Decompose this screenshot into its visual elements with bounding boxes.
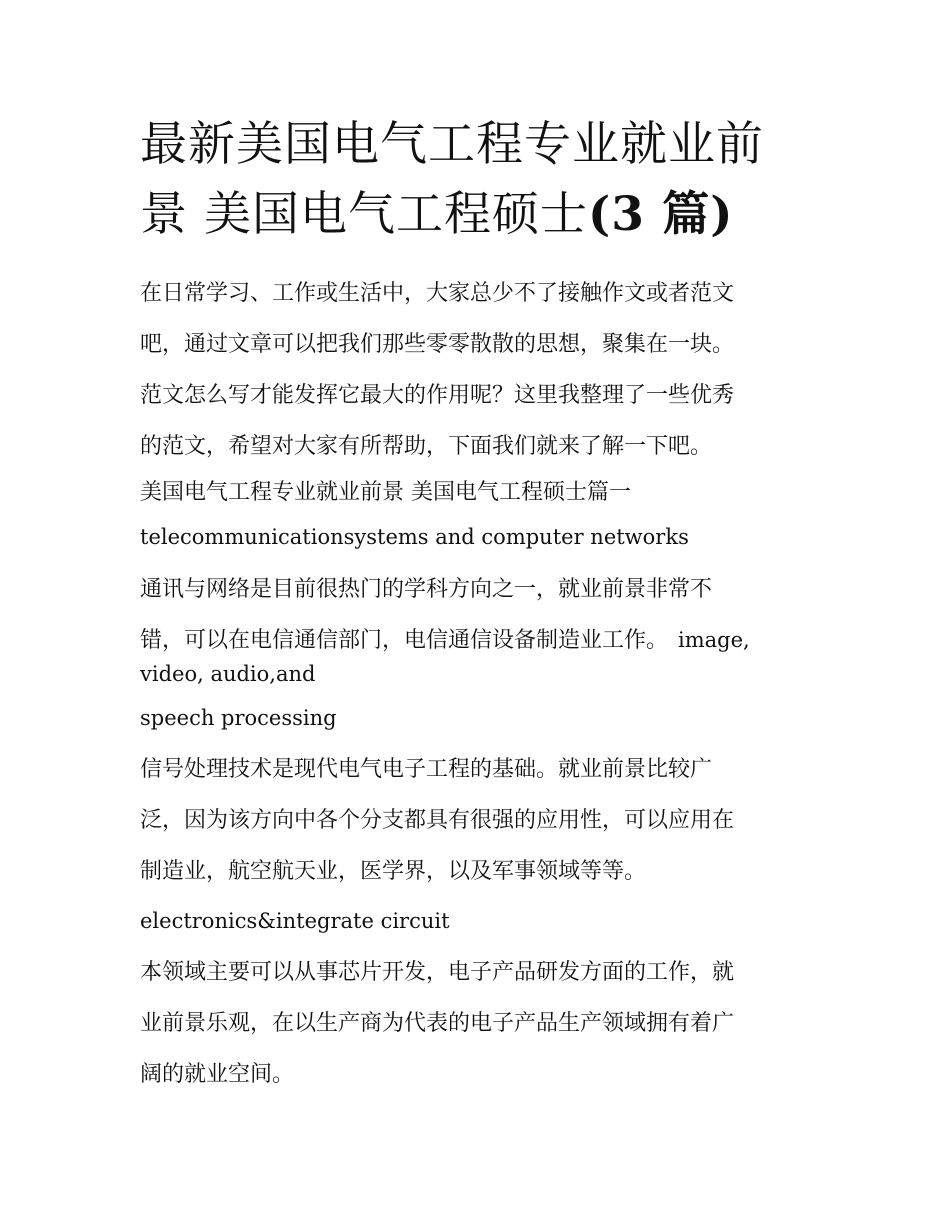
topic-2-line: 制造业，航空航天业，医学界，以及军事领域等等。: [140, 859, 647, 884]
topic-3-line: 本领域主要可以从事芯片开发，电子产品研发方面的工作，就: [140, 960, 735, 985]
intro-paragraph: [140, 268, 812, 472]
title-line-2-suffix: (3 篇): [587, 187, 734, 242]
topic-3-line: 阔的就业空间。: [140, 1062, 295, 1087]
topic-2-line: 信号处理技术是现代电气电子工程的基础。就业前景比较广: [140, 757, 713, 782]
intro-line: 在日常学习、工作或生活中，大家总少不了接触作文或者范文: [140, 281, 735, 306]
topic-1-body: [140, 564, 812, 666]
topic-3-line: 业前景乐观，在以生产商为代表的电子产品生产领域拥有着广: [140, 1011, 735, 1036]
section-heading: 美国电气工程专业就业前景 美国电气工程硕士篇一: [140, 480, 631, 505]
title-line-2-prefix: 景 美国电气工程硕士: [140, 187, 588, 242]
topic-2-heading-line-1: video, audio,and: [140, 662, 316, 686]
intro-line: 的范文，希望对大家有所帮助，下面我们就来了解一下吧。: [140, 434, 713, 459]
topic-1-line-text: 错，可以在电信通信部门，电信通信设备制造业工作。: [140, 628, 669, 653]
topic-2-heading-start: image,: [678, 628, 750, 652]
intro-line: 吧，通过文章可以把我们那些零零散散的思想，聚集在一块。: [140, 332, 735, 357]
topic-1-heading: telecommunicationsystems and computer networks: [140, 525, 689, 549]
topic-2-heading-line-2: speech processing: [140, 706, 337, 730]
topic-3-body: [140, 947, 812, 1100]
document-page: [140, 110, 812, 1100]
topic-2-line: 泛，因为该方向中各个分支都具有很强的应用性，可以应用在: [140, 808, 735, 833]
page-title: [140, 110, 812, 250]
topic-3-heading: electronics&integrate circuit: [140, 909, 450, 933]
topic-2-body: [140, 744, 812, 897]
title-line-1: 最新美国电气工程专业就业前: [140, 117, 764, 172]
topic-1-line: 通讯与网络是目前很热门的学科方向之一，就业前景非常不: [140, 577, 713, 602]
intro-line: 范文怎么写才能发挥它最大的作用呢？这里我整理了一些优秀: [140, 383, 735, 408]
